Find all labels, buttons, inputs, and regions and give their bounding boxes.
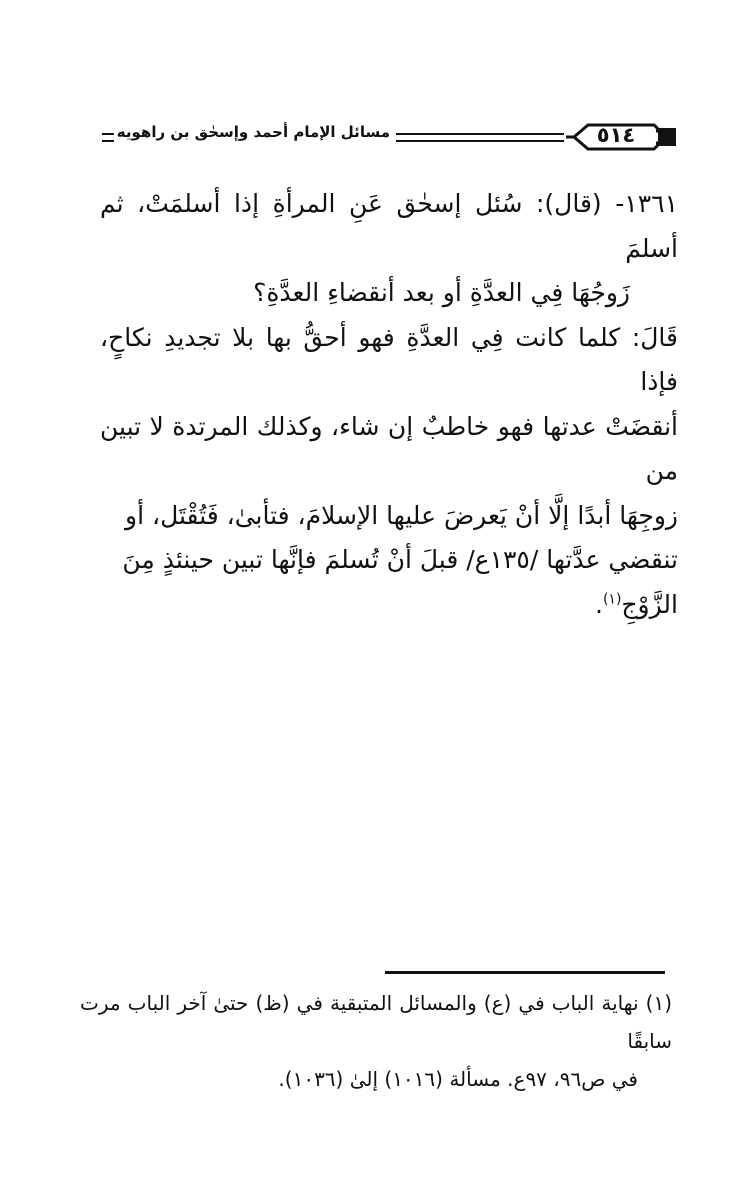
- page-number-badge: [566, 120, 676, 154]
- header-rule-left: [102, 133, 114, 142]
- footnote: [80, 984, 672, 1098]
- page-header: [98, 120, 676, 154]
- answer-line-1: قَالَ: كلما كانت فِي العدَّةِ فهو أحقُّ بها بلا تجديدِ نكاحٍ، فإذا: [100, 322, 678, 396]
- header-rule-right: [396, 133, 564, 142]
- answer-last-word: الزَّوْجِ: [621, 589, 678, 619]
- footnote-separator: [385, 971, 665, 974]
- answer-line-2: أنقضَتْ عدتها فهو خاطبٌ إن شاء، وكذلك المرتدة لا تبين من: [100, 411, 678, 485]
- running-title: مسائل الإمام أحمد وإسحٰق بن راهويه: [116, 123, 390, 141]
- footnote-line-2: في ص٩٦، ٩٧ع. مسألة (١٠١٦) إلىٰ (١٠٣٦).: [278, 1067, 638, 1091]
- page-number: ٥١٤: [596, 123, 636, 147]
- footnote-line-1: (١) نهاية الباب في (ع) والمسائل المتبقية في (ظ) حتىٰ آخر الباب مرت سابقًا: [80, 991, 672, 1053]
- answer-line-3: زوجِهَا أبدًا إلَّا أنْ يَعرضَ عليها الإسلامَ، فتأبىٰ، فَتُقْتَل، أو: [125, 500, 678, 530]
- answer-end-period: .: [595, 589, 603, 619]
- question-line-1: ١٣٦١- (قال): سُئل إسحٰق عَنِ المرأةِ إذا أسلمَتْ، ثم أسلمَ: [100, 189, 678, 263]
- footnote-reference[interactable]: (١): [602, 591, 622, 608]
- main-text: [100, 182, 678, 627]
- question-line-2: زَوجُهَا فِي العدَّةِ أو بعد أنقضاءِ العدَّةِ؟: [253, 278, 630, 307]
- answer-last-line: [100, 583, 678, 628]
- answer-line-4: تنقضي عدَّتها /١٣٥ع/ قبلَ أنْ تُسلمَ فإنَّها تبين حينئذٍ مِنَ: [122, 545, 678, 574]
